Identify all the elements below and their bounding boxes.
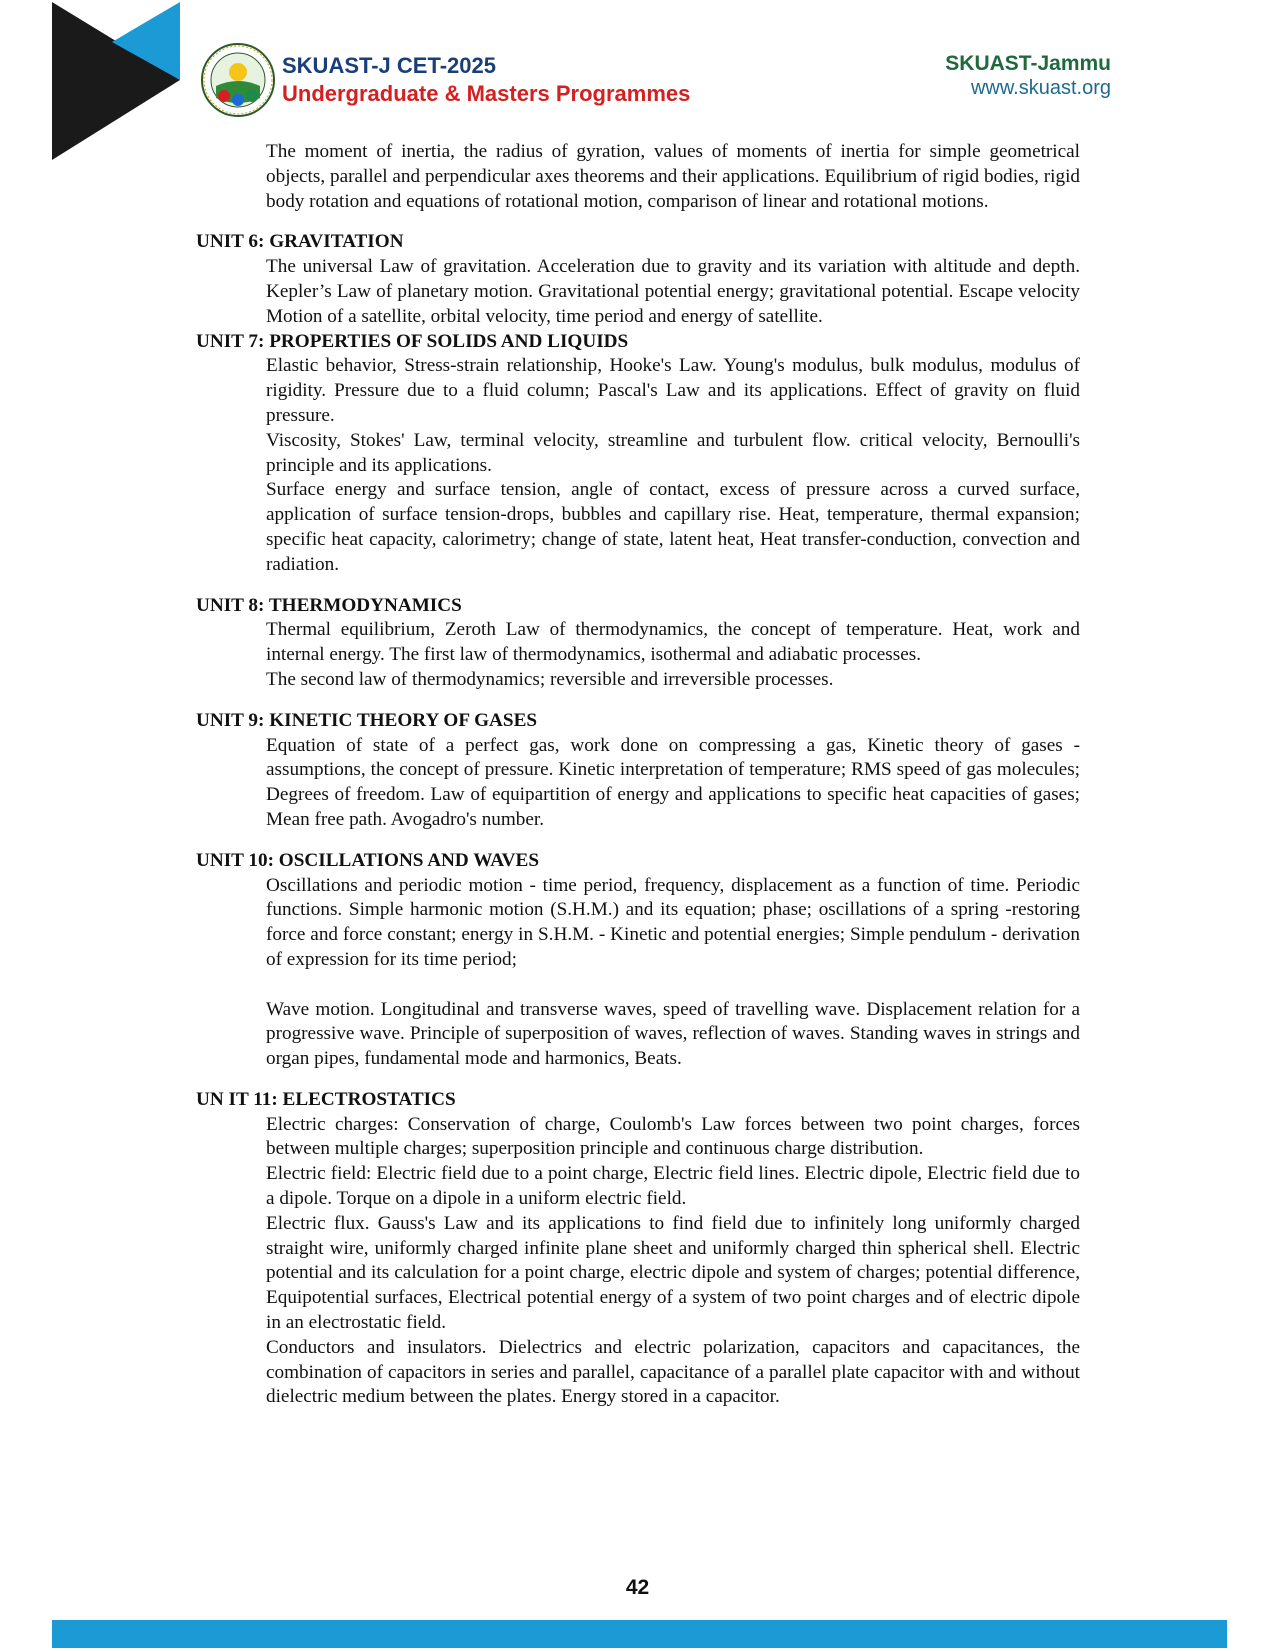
unit-heading: UNIT 7: PROPERTIES OF SOLIDS AND LIQUIDS [196, 330, 629, 352]
programmes-subtitle: Undergraduate & Masters Programmes [282, 81, 691, 106]
university-logo [200, 42, 276, 118]
unit-paragraph: The second law of thermodynamics; reversible and irreversible processes. [266, 668, 834, 690]
unit-heading: UN IT 11: ELECTROSTATICS [196, 1088, 456, 1110]
intro-paragraph: The moment of inertia, the radius of gyration, values of moments of inertia for simple geometrical objects, parallel and perpendicular axes theorems and their applications. Equilibrium of rigid bodies, rigid body rotation and equations of rotational motion, comparison of linear and rotational motions. [266, 141, 1080, 212]
unit-paragraph: The universal Law of gravitation. Acceleration due to gravity and its variation with altitude and depth. Kepler’s Law of planetary motion. Gravitational potential energy; gravitational potential. Escape velocity Motion of a satellite, orbital velocity, time period and energy of satellite. [266, 256, 1080, 327]
unit-paragraph: Wave motion. Longitudinal and transverse waves, speed of travelling wave. Displacement relation for a progressive wave. Principle of superposition of waves, reflection of waves. Standing waves in strings and organ pipes, fundamental mode and harmonics, Beats. [266, 998, 1080, 1070]
footer-bar [52, 1620, 1227, 1648]
unit-section-9 [196, 709, 1080, 833]
unit-paragraph: Equation of state of a perfect gas, work done on compressing a gas, Kinetic theory of gases - assumptions, the concept of pressure. Kinetic interpretation of temperature; RMS speed of gas molecules; Degrees of freedom. Law of equipartition of energy and applications to specific heat capacities of gases; Mean free path. Avogadro's number. [266, 734, 1080, 830]
unit-heading: UNIT 6: GRAVITATION [196, 231, 404, 253]
university-name: SKUAST-Jammu [945, 52, 1111, 75]
unit-heading: UNIT 9: KINETIC THEORY OF GASES [196, 709, 538, 731]
unit-paragraph: Thermal equilibrium, Zeroth Law of thermodynamics, the concept of temperature. Heat, work and internal energy. The first law of thermodynamics, isothermal and adiabatic processes. [266, 619, 1080, 666]
syllabus-content [196, 140, 1080, 1410]
header-title-block [282, 52, 690, 108]
unit-paragraph: Electric charges: Conservation of charge, Coulomb's Law forces between two point charges, forces between multiple charges; superposition principle and continuous charge distribution. [266, 1113, 1080, 1160]
unit-heading: UNIT 10: OSCILLATIONS AND WAVES [196, 849, 539, 871]
unit-paragraph: Electric flux. Gauss's Law and its applications to find field due to infinitely long uniformly charged straight wire, uniformly charged infinite plane sheet and uniformly charged thin spherical shell. Electric potential and its calculation for a point charge, electric dipole and system of charges; potential difference, Equipotential surfaces, Electrical potential energy of a system of two point charges and of electric dipole in an electrostatic field. [266, 1212, 1080, 1334]
unit-section-7 [196, 330, 1080, 578]
exam-title: SKUAST-J CET-2025 [282, 53, 496, 78]
unit-paragraph: Surface energy and surface tension, angle of contact, excess of pressure across a curved surface, application of surface tension-drops, bubbles and capillary rise. Heat, temperature, thermal expansion; specific heat capacity, calorimetry; change of state, latent heat, Heat transfer-conduction, convection and radiation. [266, 479, 1080, 575]
website-link[interactable]: www.skuast.org [970, 77, 1111, 99]
unit-paragraph: Elastic behavior, Stress-strain relationship, Hooke's Law. Young's modulus, bulk modulus, modulus of rigidity. Pressure due to a fluid column; Pascal's Law and its applications. Effect of gravity on fluid pressure. [266, 355, 1080, 426]
unit-paragraph: Conductors and insulators. Dielectrics and electric polarization, capacitors and capacitances, the combination of capacitors in series and parallel, capacitance of a parallel plate capacitor with and without dielectric medium between the plates. Energy stored in a capacitor. [266, 1336, 1080, 1408]
unit-paragraph: Electric field: Electric field due to a point charge, Electric field lines. Electric dipole, Electric field due to a dipole. Torque on a dipole in a uniform electric field. [266, 1163, 1080, 1210]
unit-paragraph: Viscosity, Stokes' Law, terminal velocity, streamline and turbulent flow. critical velocity, Bernoulli's principle and its applications. [266, 429, 1080, 476]
corner-triangle-graphic [52, 2, 180, 162]
unit-heading: UNIT 8: THERMODYNAMICS [196, 594, 462, 616]
unit-section-8 [196, 594, 1080, 693]
unit-section-6 [196, 230, 1080, 329]
unit-paragraph: Oscillations and periodic motion - time period, frequency, displacement as a function of time. Periodic functions. Simple harmonic motion (S.H.M.) and its equation; phase; oscillations of a spring -restoring force and force constant; energy in S.H.M. - Kinetic and potential energies; Simple pendulum - derivation of expression for its time period; [266, 874, 1080, 970]
page-number: 42 [625, 1576, 650, 1599]
unit-section-11 [196, 1088, 1080, 1410]
header-right-block [945, 52, 1111, 100]
unit-section-10 [196, 849, 1080, 1072]
